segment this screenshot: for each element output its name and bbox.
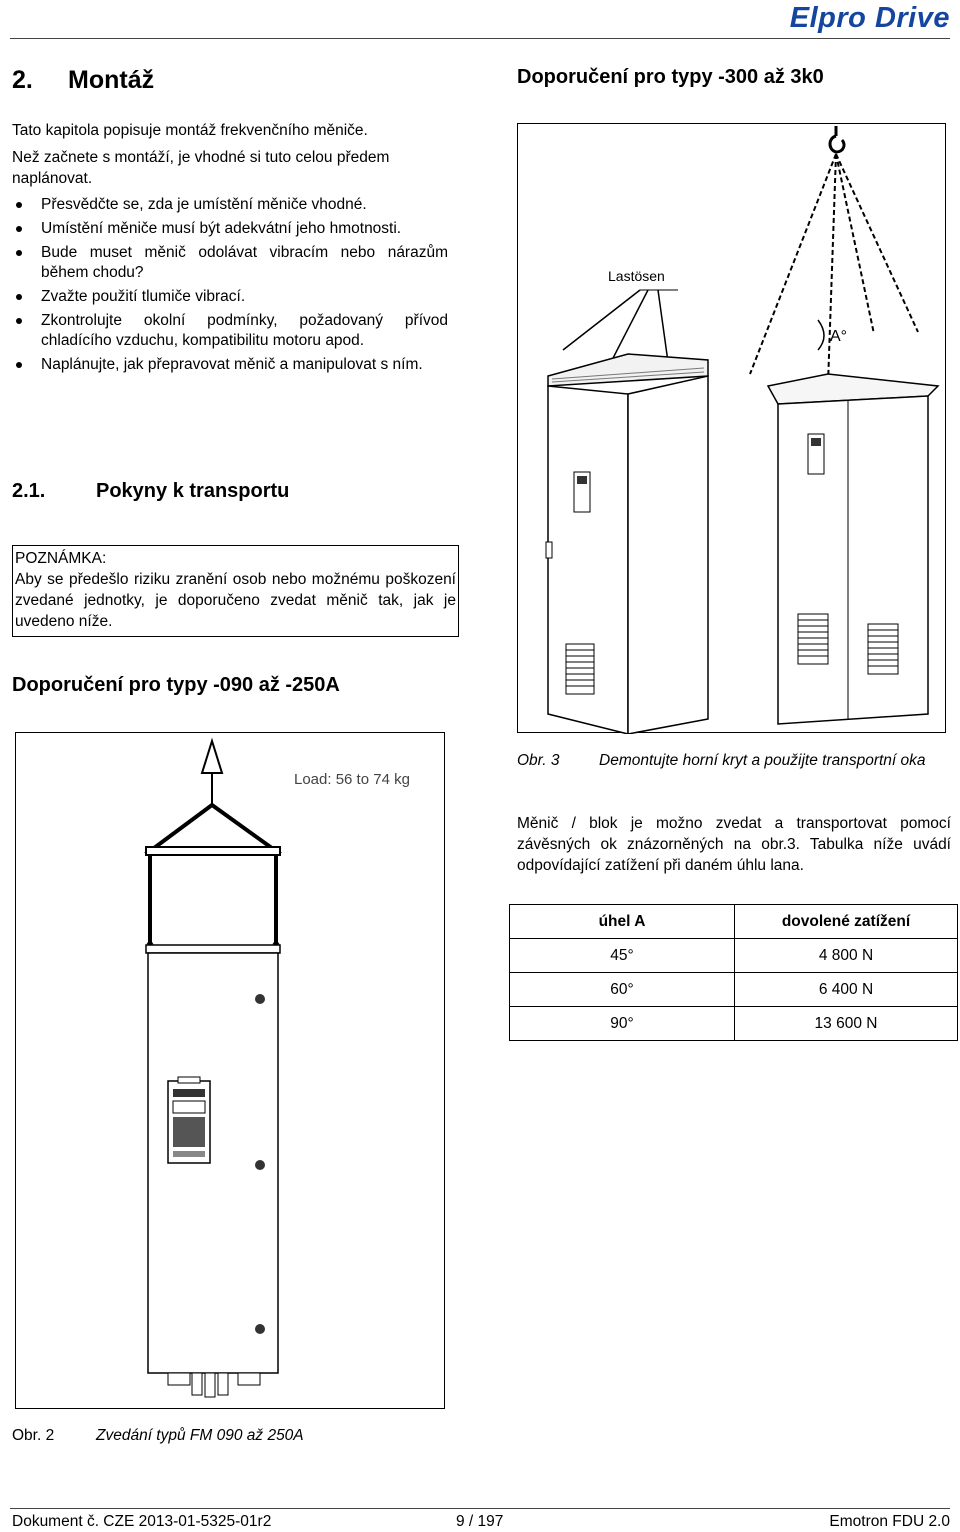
table-cell: 60° — [510, 973, 735, 1007]
table-header-row — [510, 905, 958, 939]
brand-logo-text: Elpro Drive — [789, 2, 950, 34]
intro-line-1: Tato kapitola popisuje montáž frekvenčního měniče. — [12, 122, 368, 139]
footer-product: Emotron FDU 2.0 — [829, 1513, 950, 1530]
table-cell: 90° — [510, 1007, 735, 1041]
bullet-item: Umístění měniče musí být adekvátní jeho hmotnosti. — [12, 219, 448, 239]
bullet-item: Naplánujte, jak přepravovat měnič a manipulovat s ním. — [12, 355, 448, 375]
figure-2-illustration — [16, 733, 446, 1410]
bullet-item: Zvažte použití tlumiče vibrací. — [12, 287, 448, 307]
angle-label: A° — [830, 328, 848, 345]
table-row — [510, 1007, 958, 1041]
lastosen-label: Lastösen — [608, 268, 665, 284]
footer-page-number: 9 / 197 — [456, 1513, 504, 1530]
figure-3-lifting-drawing — [517, 123, 946, 733]
figure-2-caption-number: Obr. 2 — [12, 1427, 55, 1444]
section-title: Montáž — [68, 66, 155, 94]
subsection-title: Pokyny k transportu — [96, 480, 290, 502]
footer-divider — [10, 1508, 950, 1509]
table-header-load: dovolené zatížení — [735, 905, 958, 939]
table-header-angle: úhel A — [510, 905, 735, 939]
figure-3-caption-number: Obr. 3 — [517, 752, 560, 769]
table-row — [510, 939, 958, 973]
bullet-list — [12, 195, 448, 379]
bullet-item: Bude muset měnič odolávat vibracím nebo nárazům během chodu? — [12, 243, 448, 283]
table-cell: 45° — [510, 939, 735, 973]
footer-doc-number: Dokument č. CZE 2013-01-5325-01r2 — [12, 1513, 272, 1530]
table-cell: 13 600 N — [735, 1007, 958, 1041]
table-cell: 4 800 N — [735, 939, 958, 973]
load-table — [509, 904, 958, 1041]
header-divider — [10, 38, 950, 39]
left-heading: Doporučení pro typy -090 až -250A — [12, 674, 340, 696]
load-label: Load: 56 to 74 kg — [294, 771, 410, 788]
bullet-item: Zkontrolujte okolní podmínky, požadovaný přívod chladícího vzduchu, kompatibilitu motoru apod. — [12, 311, 448, 351]
note-box — [12, 545, 459, 637]
table-row — [510, 973, 958, 1007]
subsection-heading — [12, 480, 289, 503]
section-number: 2. — [12, 66, 33, 94]
figure-3-caption-text: Demontujte horní kryt a použijte transportní oka — [599, 752, 926, 769]
right-paragraph: Měnič / blok je možno zvedat a transportovat pomocí závěsných ok znázorněných na obr.3. Tabulka níže uvádí odpovídající zatížení při daném úhlu lana. — [517, 815, 951, 874]
figure-2-caption-text: Zvedání typů FM 090 až 250A — [96, 1427, 304, 1444]
figure-3-illustration — [518, 124, 947, 734]
subsection-number: 2.1. — [12, 480, 46, 502]
section-heading — [12, 66, 154, 95]
figure-2-lifting-drawing — [15, 732, 445, 1409]
right-heading: Doporučení pro typy -300 až 3k0 — [517, 66, 824, 88]
note-title: POZNÁMKA: — [15, 550, 107, 567]
bullet-item: Přesvědčte se, zda je umístění měniče vhodné. — [12, 195, 448, 215]
note-body: Aby se předešlo riziku zranění osob nebo možnému poškození zvedané jednotky, je doporučeno zvedat měnič tak, jak je uvedeno níže. — [15, 571, 456, 630]
intro-line-2: Než začnete s montáží, je vhodné si tuto celou předem naplánovat. — [12, 149, 390, 187]
table-cell: 6 400 N — [735, 973, 958, 1007]
